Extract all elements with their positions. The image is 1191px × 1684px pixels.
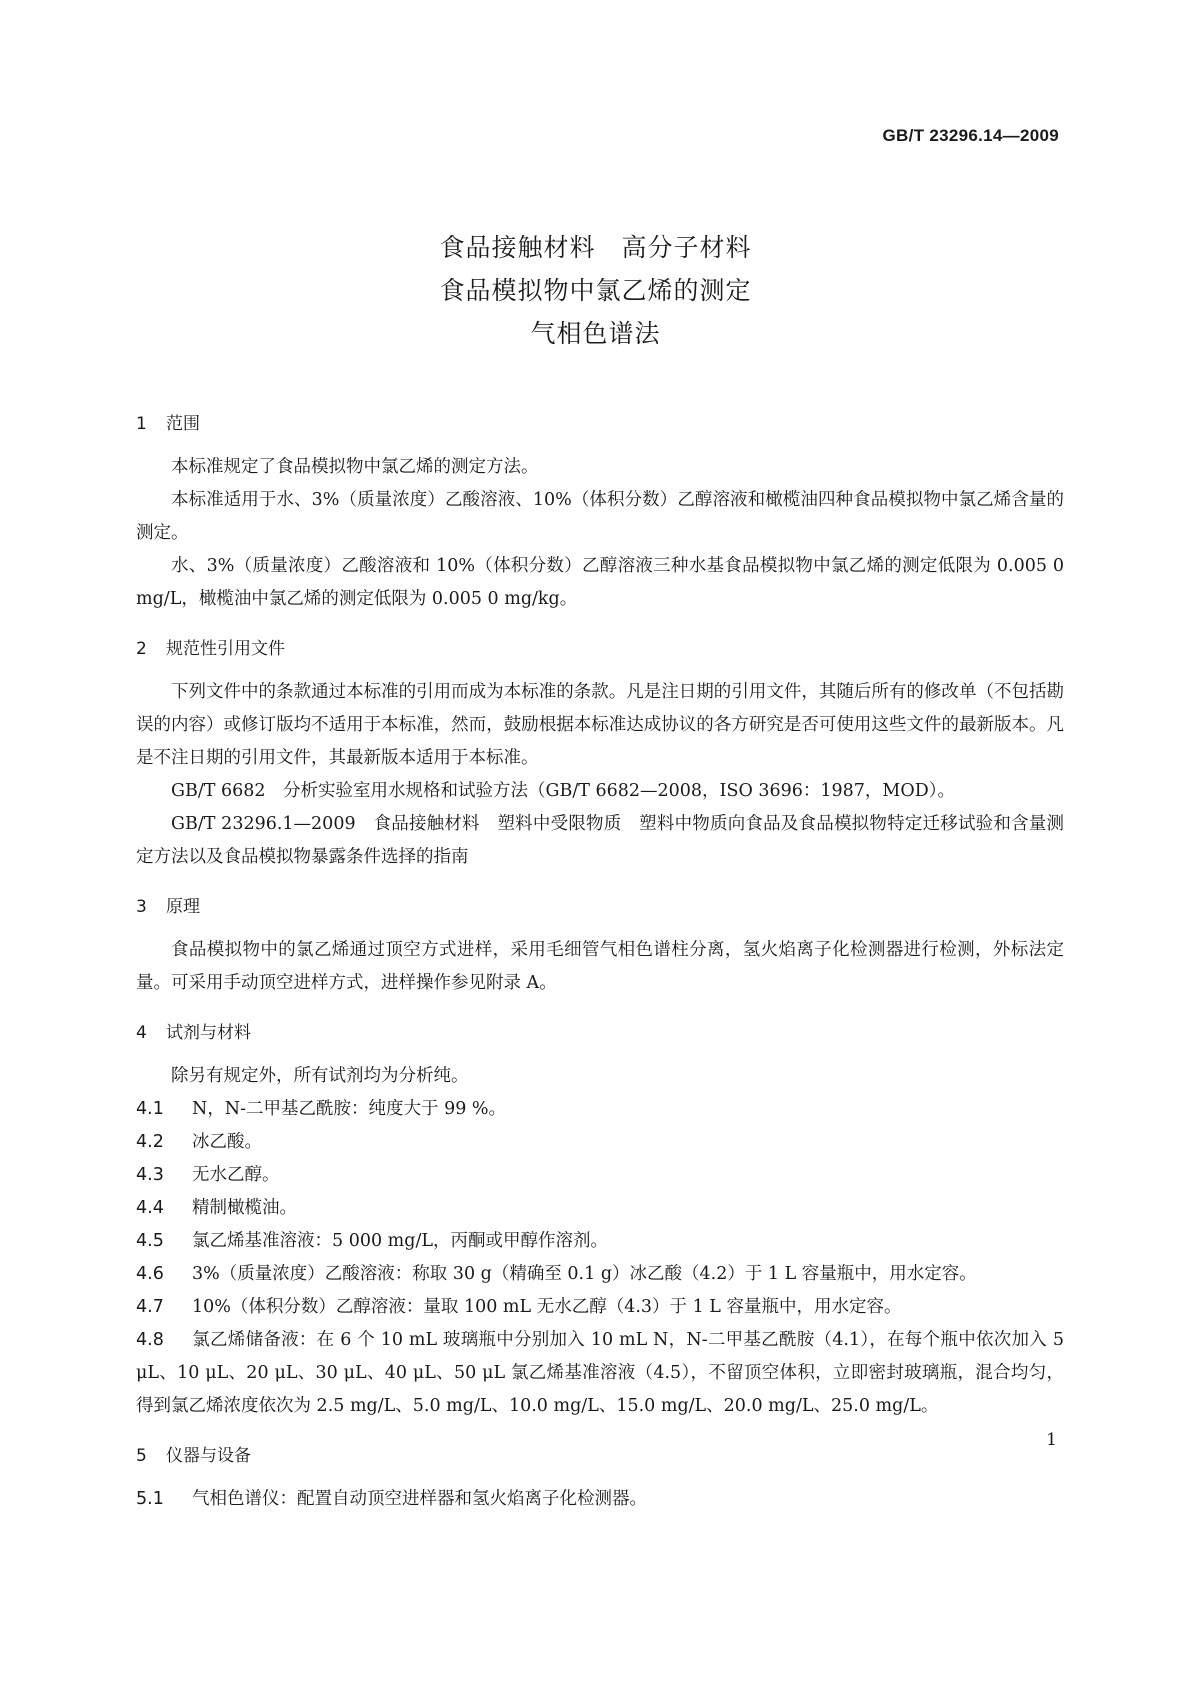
section-2-paragraph-1: 下列文件中的条款通过本标准的引用而成为本标准的条款。凡是注日期的引用文件，其随后所有的修改单（不包括勘误的内容）或修订版均不适用于本标准，然而，鼓励根据本标准达成协议的各方研究是否可使用这些文件的最新版本。凡是不注日期的引用文件，其最新版本适用于本标准。 <box>136 682 1064 768</box>
document-title <box>0 226 1191 355</box>
item-number: 4.5 <box>136 1231 164 1251</box>
document-body <box>136 407 1064 1516</box>
item-number: 4.7 <box>136 1297 164 1317</box>
title-line-2: 食品模拟物中氯乙烯的测定 <box>439 276 752 305</box>
item-number: 4.6 <box>136 1264 164 1284</box>
title-line-3: 气相色谱法 <box>530 319 661 348</box>
section-2-title: 规范性引用文件 <box>166 639 285 659</box>
normative-reference-1: GB/T 6682 分析实验室用水规格和试验方法（GB/T 6682—2008，ISO 3696：1987，MOD）。 <box>171 781 955 801</box>
item-number: 4.3 <box>136 1165 164 1185</box>
list-item <box>136 1324 1064 1423</box>
section-5-heading <box>136 1439 1064 1473</box>
list-item <box>136 1291 1064 1324</box>
page-number: 1 <box>1046 1430 1057 1450</box>
list-item <box>136 1126 1064 1159</box>
list-item <box>136 1093 1064 1126</box>
item-text: 氯乙烯基准溶液：5 000 mg/L，丙酮或甲醇作溶剂。 <box>192 1231 608 1251</box>
section-3-number: 3 <box>136 897 147 917</box>
item-text: 冰乙酸。 <box>192 1132 262 1152</box>
item-text: 精制橄榄油。 <box>192 1198 297 1218</box>
section-3-heading <box>136 890 1064 924</box>
item-number: 4.8 <box>136 1330 164 1350</box>
section-1-heading <box>136 407 1064 441</box>
section-5-title: 仪器与设备 <box>166 1446 251 1466</box>
item-text: N，N-二甲基乙酰胺：纯度大于 99 %。 <box>192 1099 507 1119</box>
item-text: 氯乙烯储备液：在 6 个 10 mL 玻璃瓶中分别加入 10 mL N，N-二甲基乙酰胺（4.1），在每个瓶中依次加入 5 μL、10 μL、20 μL、30 μL、40 μL、50 μL 氯乙烯基准溶液（4.5），不留顶空体积，立即密封玻璃瓶，混合均匀，得到氯乙烯浓度依次为 2.5 mg/L、5.0 mg/L、10.0 mg/L、15.0 mg/L、20.0 mg/L、25.0 mg/L。 <box>136 1330 1064 1416</box>
section-1-paragraph-1: 本标准规定了食品模拟物中氯乙烯的测定方法。 <box>171 457 539 477</box>
section-1-paragraph-3: 水、3%（质量浓度）乙酸溶液和 10%（体积分数）乙醇溶液三种水基食品模拟物中氯乙烯的测定低限为 0.005 0 mg/L，橄榄油中氯乙烯的测定低限为 0.005 0 mg/kg。 <box>136 556 1064 609</box>
section-1-number: 1 <box>136 414 147 434</box>
section-5-number: 5 <box>136 1446 147 1466</box>
list-item <box>136 1192 1064 1225</box>
list-item <box>136 1483 1064 1516</box>
item-number: 4.2 <box>136 1132 164 1152</box>
section-2-heading <box>136 632 1064 666</box>
section-4-intro: 除另有规定外，所有试剂均为分析纯。 <box>171 1066 469 1086</box>
item-text: 气相色谱仪：配置自动顶空进样器和氢火焰离子化检测器。 <box>192 1489 647 1509</box>
section-3-paragraph-1: 食品模拟物中的氯乙烯通过顶空方式进样，采用毛细管气相色谱柱分离，氢火焰离子化检测器进行检测，外标法定量。可采用手动顶空进样方式，进样操作参见附录 A。 <box>136 940 1064 993</box>
title-line-1: 食品接触材料 高分子材料 <box>439 233 752 262</box>
section-4-heading <box>136 1016 1064 1050</box>
item-text: 无水乙醇。 <box>192 1165 280 1185</box>
list-item <box>136 1258 1064 1291</box>
item-number: 4.4 <box>136 1198 164 1218</box>
section-4-title: 试剂与材料 <box>166 1023 251 1043</box>
normative-reference-2: GB/T 23296.1—2009 食品接触材料 塑料中受限物质 塑料中物质向食品及食品模拟物特定迁移试验和含量测定方法以及食品模拟物暴露条件选择的指南 <box>136 814 1064 867</box>
section-2-number: 2 <box>136 639 147 659</box>
standard-code: GB/T 23296.14—2009 <box>882 126 1059 145</box>
section-1-title: 范围 <box>166 414 200 434</box>
section-1-paragraph-2: 本标准适用于水、3%（质量浓度）乙酸溶液、10%（体积分数）乙醇溶液和橄榄油四种食品模拟物中氯乙烯含量的测定。 <box>136 490 1064 543</box>
item-number: 5.1 <box>136 1489 164 1509</box>
list-item <box>136 1159 1064 1192</box>
list-item <box>136 1225 1064 1258</box>
item-text: 3%（质量浓度）乙酸溶液：称取 30 g（精确至 0.1 g）冰乙酸（4.2）于 1 L 容量瓶中，用水定容。 <box>192 1264 977 1284</box>
section-3-title: 原理 <box>166 897 200 917</box>
item-number: 4.1 <box>136 1099 164 1119</box>
section-4-number: 4 <box>136 1023 147 1043</box>
item-text: 10%（体积分数）乙醇溶液：量取 100 mL 无水乙醇（4.3）于 1 L 容量瓶中，用水定容。 <box>192 1297 902 1317</box>
